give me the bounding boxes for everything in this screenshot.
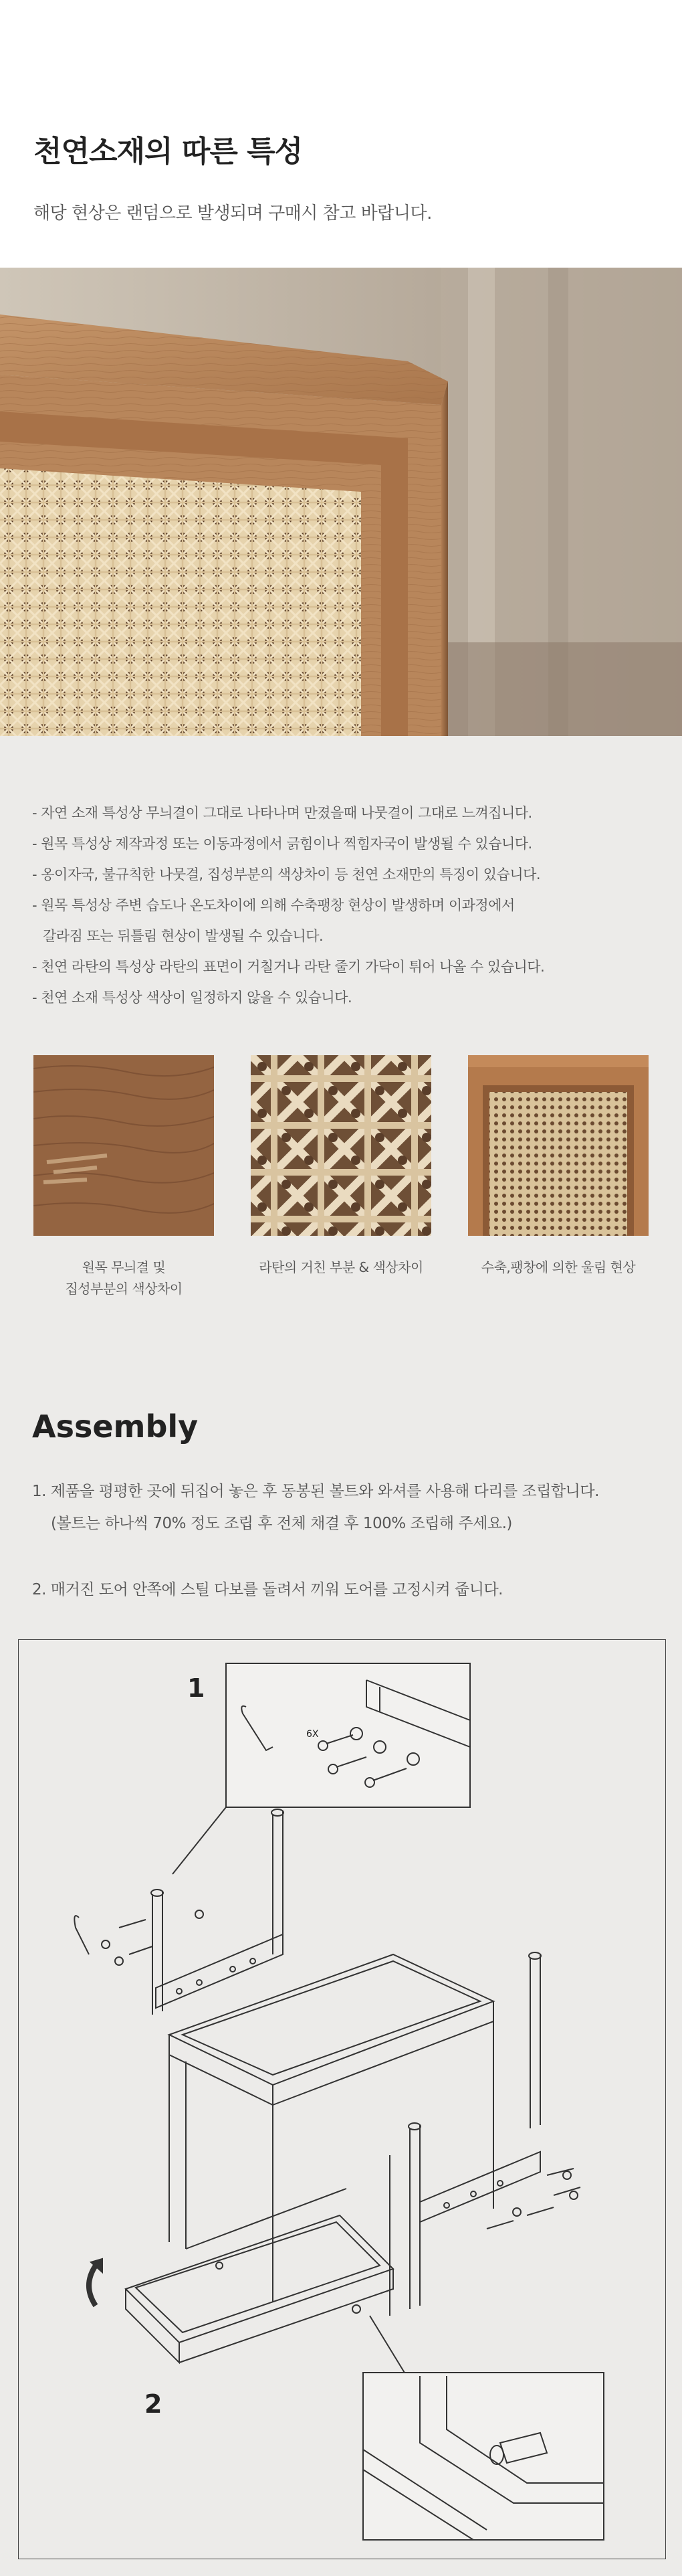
assembly-step-2: 2. 매거진 도어 안쪽에 스틸 다보를 돌려서 끼워 도어를 고정시켜 줍니다. [32, 1581, 503, 1598]
note-item-continued [32, 921, 544, 951]
note-item: - 천연 소재 특성상 색상이 일정하지 않을 수 있습니다. [32, 990, 352, 1006]
hero-photo [0, 268, 682, 736]
assembly-step-1-note: (볼트는 하나씩 70% 정도 조립 후 전체 채결 후 100% 조립해 주세요.) [51, 1515, 512, 1532]
note-item: - 원목 특성상 주변 습도나 온도차이에 의해 수축팽창 현상이 발생하며 이과정에서 [32, 897, 515, 913]
wood-grain-sample-image [33, 1055, 214, 1236]
sample-caption: 라탄의 거친 부분 & 색상차이 [259, 1259, 423, 1275]
assembly-step-1: 1. 제품을 평평한 곳에 뒤집어 놓은 후 동봉된 볼트와 와셔를 사용해 다리를 조립합니다. [32, 1483, 599, 1500]
quantity-label: 6X [306, 1729, 319, 1740]
note-item: - 천연 라탄의 특성상 라탄의 표면이 거칠거나 라탄 줄기 가닥이 튀어 나올 수 있습니다. [32, 959, 545, 975]
page-subtitle: 해당 현상은 랜덤으로 발생되며 구매시 참고 바랍니다. [33, 203, 432, 223]
step-label-1: 1 [187, 1673, 205, 1703]
step-label-2: 2 [144, 2389, 162, 2419]
note-item: - 옹이자국, 불규칙한 나뭇결, 집성부분의 색상차이 등 천연 소재만의 특징이 있습니다. [32, 866, 541, 883]
page-title: 천연소재의 따른 특성 [33, 134, 303, 169]
note-item: - 자연 소재 특성상 무늬결이 그대로 나타나며 만졌을때 나뭇결이 그대로 느껴집니다. [32, 805, 532, 821]
assembly-diagram [18, 1639, 666, 2559]
material-notes [32, 798, 544, 1013]
cabinet-sample-image [468, 1055, 649, 1236]
sample-caption: 수축,팽창에 의한 울림 현상 [481, 1259, 636, 1275]
assembly-title: Assembly [32, 1408, 199, 1445]
sample-caption: 원목 무늬결 및 집성부분의 색상차이 [65, 1259, 183, 1297]
note-text: 갈라짐 또는 뒤틀림 현상이 발생될 수 있습니다. [43, 928, 324, 944]
note-item: - 원목 특성상 제작과정 또는 이동과정에서 긁힘이나 찍힘자국이 발생될 수 있습니다. [32, 836, 532, 852]
rattan-sample-image [251, 1055, 431, 1236]
